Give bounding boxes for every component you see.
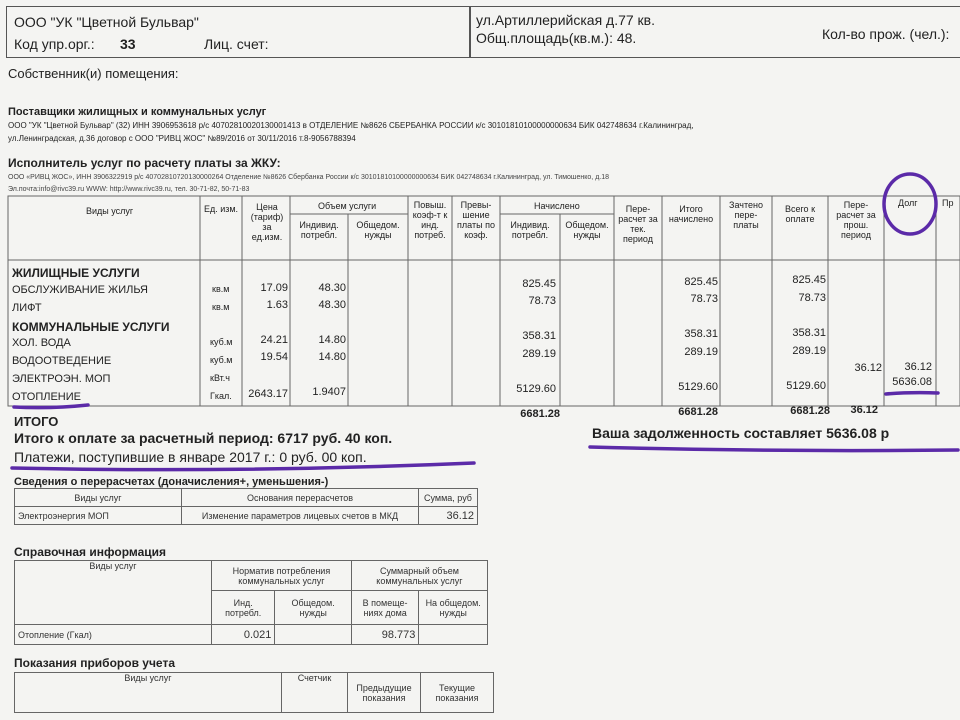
row-total: 78.73 (690, 293, 718, 305)
row-rate: 17.09 (260, 282, 288, 294)
totals-label: ИТОГО (14, 414, 59, 429)
ref-h-norm: Норматив потребления коммунальных услуг (212, 561, 352, 591)
totals-total: 6681.28 (678, 406, 718, 418)
suppliers-line1: ООО "УК "Цветной Бульвар" (32) ИНН 3906953618 р/с 40702810020130001413 в ОТДЕЛЕНИЕ №8626 СБЕРБАНКА РОССИИ к/с 30101810100000000634 БИК 042748634 г.Калининград, (8, 121, 694, 130)
ref-row-ind: 0.021 (212, 625, 275, 645)
recalc-row-reason: Изменение параметров лицевых счетов в МКД (182, 507, 419, 525)
row-volume: 14.80 (318, 351, 346, 363)
row-debt: 36.12 (904, 361, 932, 373)
row-unit: кВт.ч (210, 373, 230, 383)
debt-summary-underline-mark (590, 447, 958, 451)
row-rate: 19.54 (260, 351, 288, 363)
row-service: ОБСЛУЖИВАНИЕ ЖИЛЬЯ (12, 284, 149, 296)
row-charged: 5129.60 (516, 383, 556, 395)
th-paid: Зачтено пере-платы (729, 200, 763, 230)
ref-row-service: Отопление (Гкал) (15, 625, 212, 645)
suppliers-line2: ул.Ленинградская, д.36 договор с ООО "РИВЦ ЖОС" №89/2016 от 30/11/2016 т.8-9056788394 (8, 134, 356, 143)
ref-h-service: Виды услуг (15, 561, 212, 625)
row-charged: 825.45 (522, 278, 556, 290)
row-charged: 358.31 (522, 330, 556, 342)
th-debt: Долг (898, 198, 918, 208)
ref-h-ind: Инд. потребл. (212, 591, 275, 625)
row-total: 289.19 (684, 346, 718, 358)
th-charged: Начислено (534, 201, 580, 211)
debt-underline-mark (886, 393, 938, 394)
suppliers-title: Поставщики жилищных и коммунальных услуг (8, 106, 267, 118)
recalc-title: Сведения о перерасчетах (доначисления+, уменьшения-) (14, 476, 329, 488)
executor-line2: Эл.почта:info@rivc39.ru WWW: http://www.rivc39.ru, тел. 30-71-82, 50-71-83 (8, 186, 250, 193)
meters-title: Показания приборов учета (14, 656, 175, 670)
row-unit: куб.м (210, 355, 233, 365)
row-to-pay: 5129.60 (786, 380, 826, 392)
row-total: 358.31 (684, 328, 718, 340)
meters-h-prev: Предыдущие показания (348, 673, 421, 713)
ref-h-in-rooms: В помеще-ниях дома (351, 591, 418, 625)
row-unit: куб.м (210, 337, 233, 347)
row-rate: 24.21 (260, 334, 288, 346)
row-to-pay: 289.19 (792, 345, 826, 357)
area: Общ.площадь(кв.м.): 48. (476, 30, 637, 46)
totals-recalc-prev: 36.12 (850, 404, 878, 416)
ref-row-in-rooms: 98.773 (351, 625, 418, 645)
row-debt: 5636.08 (892, 376, 932, 388)
summary-debt: Ваша задолженность составляет 5636.08 р (592, 425, 890, 441)
row-service: ОТОПЛЕНИЕ (12, 391, 81, 403)
th-ch-common: Общедом. нужды (565, 220, 609, 240)
th-excess: Превы-шение платы по коэф. (457, 200, 495, 240)
th-recalc-prev: Пере-расчет за прош. период (836, 200, 876, 240)
recalc-row-sum: 36.12 (419, 507, 478, 525)
org-name: ООО "УК "Цветной Бульвар" (14, 14, 199, 30)
row-rate: 1.63 (266, 299, 288, 311)
section-communal: КОММУНАЛЬНЫЕ УСЛУГИ (12, 320, 170, 334)
th-total: Итого начислено (668, 204, 714, 224)
th-rate: Цена (тариф) за ед.изм. (250, 202, 284, 242)
recalc-row-service: Электроэнергия МОП (15, 507, 182, 525)
owner-label: Собственник(и) помещения: (8, 66, 179, 81)
row-service: ХОЛ. ВОДА (12, 337, 71, 349)
meters-h-service: Виды услуг (15, 673, 282, 713)
th-extra: Пр (942, 198, 954, 208)
address: ул.Артиллерийская д.77 кв. (476, 12, 656, 28)
row-unit: кв.м (212, 284, 230, 294)
row-to-pay: 825.45 (792, 274, 826, 286)
recalc-h-service: Виды услуг (15, 489, 182, 507)
meters-h-meter: Счетчик (282, 673, 348, 713)
heating-underline-mark (14, 405, 88, 408)
th-to-pay: Всего к оплате (784, 204, 816, 224)
row-service: ВОДООТВЕДЕНИЕ (12, 355, 112, 367)
th-ch-ind: Индивид. потребл. (510, 220, 550, 240)
row-service: ЛИФТ (12, 302, 42, 314)
recalc-h-reason: Основания перерасчетов (182, 489, 419, 507)
summary-to-pay: Итого к оплате за расчетный период: 6717 руб. 40 коп. (14, 430, 393, 446)
section-housing: ЖИЛИЩНЫЕ УСЛУГИ (12, 266, 140, 280)
row-unit: кв.м (212, 302, 230, 312)
totals-charged: 6681.28 (520, 408, 560, 420)
row-total: 825.45 (684, 276, 718, 288)
row-rate: 2643.17 (248, 388, 288, 400)
summary-payments: Платежи, поступившие в январе 2017 г.: 0 руб. 00 коп. (14, 449, 367, 465)
executor-line1: ООО «РИВЦ ЖОС», ИНН 3906322919 р/с 40702810720130000264 Отделение №8626 Сбербанка России к/с 30101810100000000634 БИК 042748634 г.Калининград, ул. Тимошенко, д.18 (8, 174, 610, 181)
recalc-h-sum: Сумма, руб (419, 489, 478, 507)
ref-h-common-needs: На общедом. нужды (419, 591, 488, 625)
th-vol-common: Общедом. нужды (356, 220, 400, 240)
totals-to-pay: 6681.28 (790, 405, 830, 417)
row-volume: 48.30 (318, 299, 346, 311)
org-code-label: Код упр.орг.: (14, 36, 95, 52)
th-service: Виды услуг (86, 206, 134, 216)
account-label: Лиц. счет: (204, 36, 269, 52)
th-vol-ind: Индивид. потребл. (299, 220, 339, 240)
residents: Кол-во прож. (чел.): (822, 26, 950, 42)
debt-circle-mark (884, 174, 936, 234)
row-volume: 1.9407 (312, 386, 346, 398)
meters-h-cur: Текущие показания (421, 673, 494, 713)
row-service: ЭЛЕКТРОЭН. МОП (12, 373, 111, 385)
row-unit: Гкал. (210, 391, 232, 401)
row-to-pay: 78.73 (798, 292, 826, 304)
ref-h-sumvol: Суммарный объем коммунальных услуг (351, 561, 487, 591)
payments-underline-mark (12, 463, 474, 470)
row-total: 5129.60 (678, 381, 718, 393)
row-to-pay: 358.31 (792, 327, 826, 339)
reference-title: Справочная информация (14, 545, 167, 559)
th-coef: Повыш. коэф-т к инд. потреб. (412, 200, 448, 240)
th-unit: Ед. изм. (203, 204, 239, 214)
executor-title: Исполнитель услуг по расчету платы за ЖКУ: (8, 156, 281, 170)
row-volume: 48.30 (318, 282, 346, 294)
th-volume: Объем услуги (318, 201, 377, 211)
row-charged: 78.73 (528, 295, 556, 307)
row-volume: 14.80 (318, 334, 346, 346)
org-code: 33 (120, 36, 136, 52)
row-charged: 289.19 (522, 348, 556, 360)
th-recalc-cur: Пере-расчет за тек. период (618, 204, 658, 244)
row-recalc-prev: 36.12 (854, 362, 882, 374)
ref-h-common: Общедом. нужды (275, 591, 352, 625)
